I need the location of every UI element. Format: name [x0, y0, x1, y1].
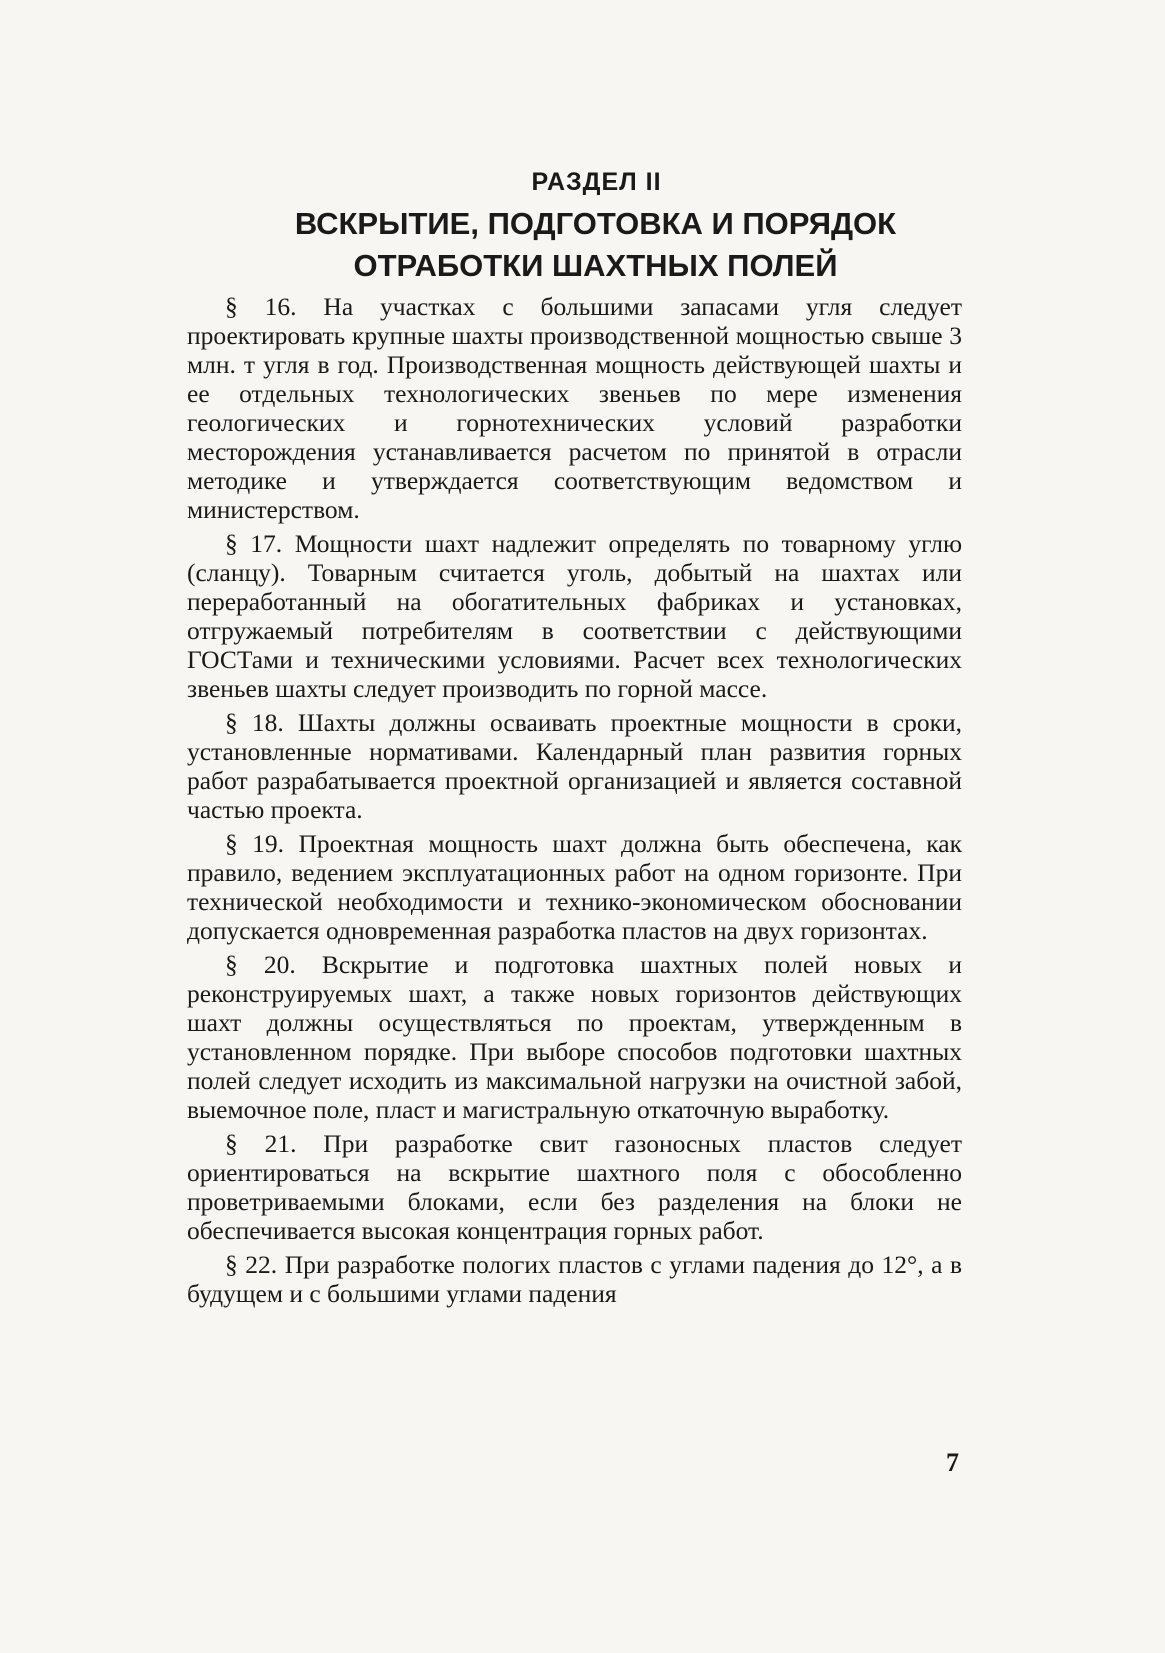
paragraph-19 [187, 829, 962, 945]
paragraph-18 [187, 708, 962, 824]
paragraph-17 [187, 529, 962, 703]
paragraph-number: § 21. [225, 1129, 297, 1158]
paragraph-number: § 20. [225, 950, 296, 979]
paragraph-16 [187, 292, 962, 524]
paragraph-number: § 22. [225, 1250, 278, 1279]
paragraph-number: § 19. [225, 829, 285, 858]
paragraph-text: Мощности шахт надлежит определять по товарному углю (сланцу). Товарным считается уголь, добытый на шахтах или переработанный на обогатительных фабриках и установках, отгружаемый потребителям в соответствии с действующими ГОСТами и техническими условиями. Расчет всех технологических звеньев шахты следует производить по горной массе. [187, 529, 963, 703]
body-text [187, 292, 962, 1308]
paragraph-20 [187, 950, 962, 1124]
paragraph-text: При разработке пологих пластов с углами падения до 12°, а в будущем и с большими углами падения [187, 1250, 963, 1308]
section-header [0, 168, 1165, 287]
paragraph-text: Вскрытие и подготовка шахтных полей новых и реконструируемых шахт, а также новых горизонтов действующих шахт должны осуществляться по проектам, утвержденным в установленном порядке. При выборе способов подготовки шахтных полей следует исходить из максимальной нагрузки на очистной забой, выемочное поле, пласт и магистральную откаточную выработку. [187, 950, 963, 1124]
section-title-line-1: ВСКРЫТИЕ, ПОДГОТОВКА И ПОРЯДОК [294, 206, 897, 241]
paragraph-text: На участках с большими запасами угля следует проектировать крупные шахты производственной мощностью свыше 3 млн. т угля в год. Производственная мощность действующей шахты и ее отдельных технологических звеньев по мере изменения геологических и горнотехнических условий разработки месторождения устанавливается расчетом по принятой в отрасли методике и утверждается соответствующим ведомством и министерством. [187, 292, 963, 524]
paragraph-number: § 16. [225, 292, 297, 321]
paragraph-22 [187, 1250, 962, 1308]
section-label: РАЗДЕЛ II [531, 168, 662, 196]
paragraph-text: При разработке свит газоносных пластов следует ориентироваться на вскрытие шахтного поля с обособленно проветриваемыми блоками, если без разделения на блоки не обеспечивается высокая концентрация горных работ. [187, 1129, 962, 1245]
page-number: 7 [946, 1448, 959, 1477]
paragraph-number: § 17. [225, 529, 283, 558]
section-title [26, 203, 1165, 287]
paragraph-number: § 18. [225, 708, 284, 737]
paragraph-21 [187, 1129, 962, 1245]
section-title-line-2: ОТРАБОТКИ ШАХТНЫХ ПОЛЕЙ [353, 248, 838, 283]
paragraph-text: Проектная мощность шахт должна быть обеспечена, как правило, ведением эксплуатационных работ на одном горизонте. При технической необходимости и технико-экономическом обосновании допускается одновременная разработка пластов на двух горизонтах. [187, 829, 963, 945]
paragraph-text: Шахты должны осваивать проектные мощности в сроки, установленные нормативами. Календарный план развития горных работ разрабатывается проектной организацией и является составной частью проекта. [187, 708, 963, 824]
